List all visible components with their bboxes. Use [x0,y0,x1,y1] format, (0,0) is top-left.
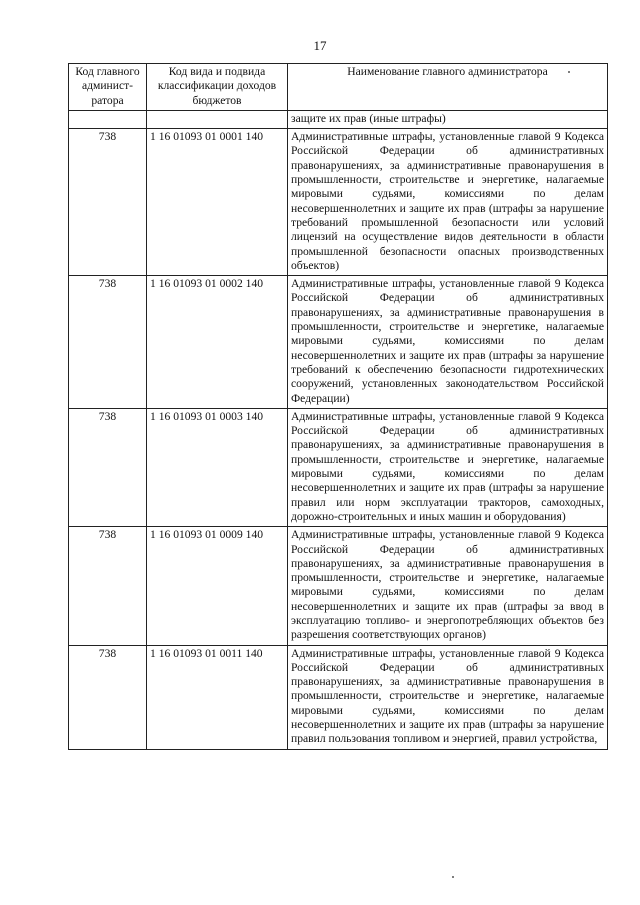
classification-code-cell: 1 16 01093 01 0011 140 [147,645,288,749]
table-cell [147,110,288,128]
table-row [69,527,608,645]
classification-code-cell: 1 16 01093 01 0002 140 [147,276,288,409]
scan-speck [568,71,570,73]
description-cell: Административные штрафы, установленные главой 9 Кодекса Российской Федерации об административных правонарушениях, за административные правонарушения в промышленности, строительстве и энергетике, налагаемые мировыми судьями, комиссиями по делам несовершеннолетних и защите их прав (штрафы за нарушение требований промышленной безопасности или условий лицензий на осуществление видов деятельности в области промышленной безопасности опасных производственных объектов) [288,129,608,276]
continuation-text: защите их прав (иные штрафы) [288,110,608,128]
header-income-classification: Код вида и подвида классификации доходов бюджетов [147,64,288,111]
description-cell: Административные штрафы, установленные главой 9 Кодекса Российской Федерации об административных правонарушениях, за административные правонарушения в промышленности, строительстве и энергетике, налагаемые мировыми судьями, комиссиями по делам несовершеннолетних и защите их прав (штрафы за нарушение правил или норм эксплуатации тракторов, самоходных, дорожно-строительных и иных машин и оборудования) [288,408,608,526]
admin-code-cell: 738 [69,645,147,749]
admin-code-cell: 738 [69,527,147,645]
classification-code-cell: 1 16 01093 01 0003 140 [147,408,288,526]
table-row [69,645,608,749]
table-row [69,408,608,526]
classification-code-cell: 1 16 01093 01 0001 140 [147,129,288,276]
table-cell [69,110,147,128]
table-row [69,129,608,276]
description-cell: Административные штрафы, установленные главой 9 Кодекса Российской Федерации об административных правонарушениях, за административные правонарушения в промышленности, строительстве и энергетике, налагаемые мировыми судьями, комиссиями по делам несовершеннолетних и защите их прав (штрафы за ввод в эксплуатацию топливо- и энергопотребляющих объектов без разрешения соответствующих органов) [288,527,608,645]
page-number: 17 [313,38,327,53]
admin-code-cell: 738 [69,276,147,409]
header-admin-name: Наименование главного администратора [288,64,608,111]
table-row [69,276,608,409]
admin-code-cell: 738 [69,408,147,526]
description-cell: Административные штрафы, установленные главой 9 Кодекса Российской Федерации об административных правонарушениях, за административные правонарушения в промышленности, строительстве и энергетике, налагаемые мировыми судьями, комиссиями по делам несовершеннолетних и защите их прав (штрафы за нарушение правил пользования топливом и энергией, правил устройства, [288,645,608,749]
income-codes-table [68,63,608,750]
continuation-row [69,110,608,128]
classification-code-cell: 1 16 01093 01 0009 140 [147,527,288,645]
description-cell: Административные штрафы, установленные главой 9 Кодекса Российской Федерации об административных правонарушениях, за административные правонарушения в промышленности, строительстве и энергетике, налагаемые мировыми судьями, комиссиями по делам несовершеннолетних и защите их прав (штрафы за нарушение требований к обеспечению безопасности гидротехнических сооружений, установленных законодательством Российской Федерации) [288,276,608,409]
admin-code-cell: 738 [69,129,147,276]
table-header-row [69,64,608,111]
header-admin-code: Код главного админист-ратора [69,64,147,111]
scan-speck [452,876,454,878]
